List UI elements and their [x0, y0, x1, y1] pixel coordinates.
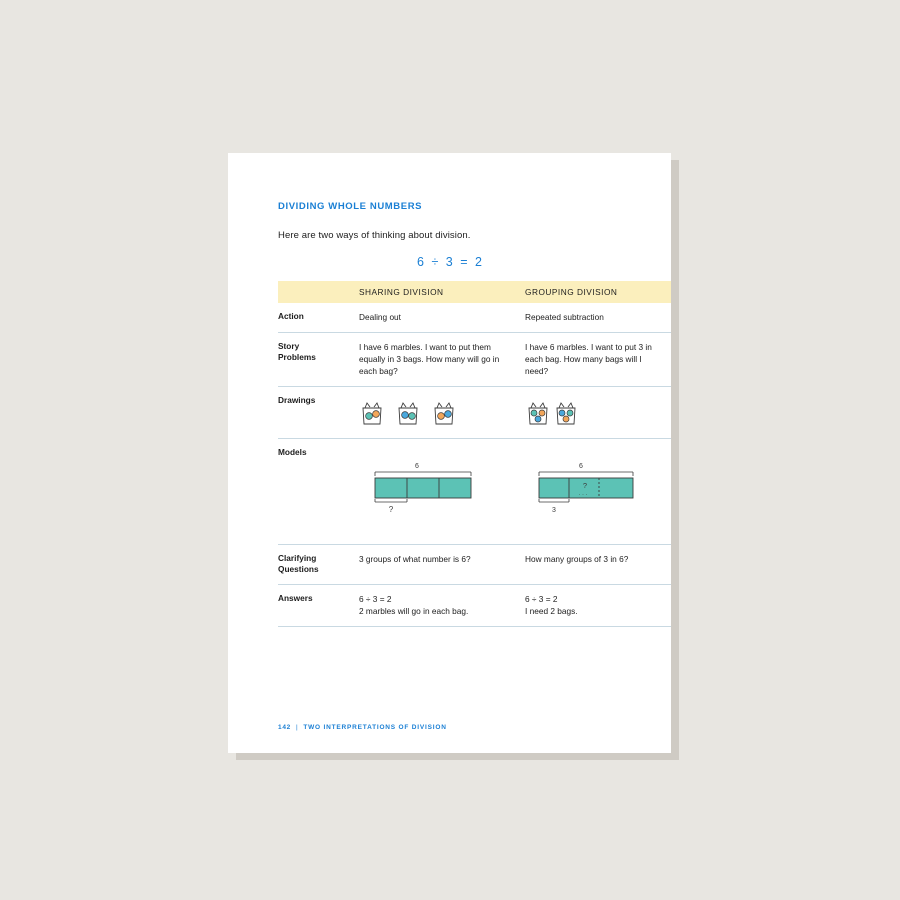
answer-equation: 6 ÷ 3 = 2: [525, 593, 558, 604]
cell-clarifying-grouping: How many groups of 3 in 6?: [517, 545, 671, 585]
cell-answers-grouping: [517, 584, 671, 626]
column-header-label: [278, 281, 351, 303]
bar-model-grouping: [525, 447, 663, 535]
row-label-answers: Answers: [278, 584, 351, 626]
footer-page-number: 142: [278, 724, 291, 731]
bar-model-sharing: [359, 447, 509, 535]
row-label-story-problems: [278, 333, 351, 387]
marble-bag-icon: [553, 399, 579, 427]
answer-sentence: 2 marbles will go in each bag.: [359, 605, 469, 616]
cell-action-grouping: Repeated subtraction: [517, 303, 671, 333]
table-row: [278, 545, 671, 585]
marble-bags-grouping: [525, 395, 663, 429]
intro-paragraph: Here are two ways of thinking about division.: [278, 230, 471, 241]
row-label-line-1: Story: [278, 341, 300, 352]
column-header-sharing: SHARING DIVISION: [351, 281, 517, 303]
cell-models-grouping: [517, 439, 671, 545]
model-total-label: 6: [415, 463, 419, 471]
cell-answers-sharing: [351, 584, 517, 626]
table-row: [278, 333, 671, 387]
marble-bag-icon: [525, 399, 551, 427]
table-row: [278, 584, 671, 626]
table-row: [278, 303, 671, 333]
marble-bag-icon: [431, 399, 457, 427]
cell-drawings-sharing: [351, 387, 517, 439]
page-content: [278, 201, 652, 627]
cell-drawings-grouping: [517, 387, 671, 439]
cell-story-grouping: I have 6 marbles. I want to put 3 in each bag. How many bags will I need?: [517, 333, 671, 387]
row-label-models: Models: [278, 439, 351, 545]
column-header-grouping: GROUPING DIVISION: [517, 281, 671, 303]
document-page: [228, 153, 671, 753]
model-ellipsis: · · ·: [578, 492, 588, 499]
cell-story-sharing: I have 6 marbles. I want to put them equally in 3 bags. How many will go in each bag?: [351, 333, 517, 387]
table-header-row: [278, 281, 671, 303]
footer-separator: |: [295, 724, 299, 731]
page-footer: [278, 724, 447, 731]
marble-bags-sharing: [359, 395, 509, 429]
section-title: DIVIDING WHOLE NUMBERS: [278, 201, 423, 212]
model-part-label: ?: [388, 505, 394, 515]
table-body: [278, 303, 671, 626]
comparison-table: [278, 281, 671, 627]
cell-action-sharing: Dealing out: [351, 303, 517, 333]
row-label-action: Action: [278, 303, 351, 333]
table-header: [278, 281, 671, 303]
model-groups-label: ?: [582, 481, 588, 491]
model-part-size-label: 3: [552, 507, 556, 515]
marble-bag-icon: [359, 399, 385, 427]
row-label-line-1: Clarifying: [278, 553, 317, 564]
table-row: [278, 439, 671, 545]
cell-models-sharing: [351, 439, 517, 545]
cell-clarifying-sharing: 3 groups of what number is 6?: [351, 545, 517, 585]
row-label-line-2: Questions: [278, 563, 319, 574]
model-total-label: 6: [579, 463, 583, 471]
answer-equation: 6 ÷ 3 = 2: [359, 593, 392, 604]
row-label-clarifying-questions: [278, 545, 351, 585]
featured-equation: 6 ÷ 3 = 2: [417, 255, 484, 269]
answer-sentence: I need 2 bags.: [525, 605, 578, 616]
table-row: [278, 387, 671, 439]
row-label-line-2: Problems: [278, 351, 316, 362]
marble-bag-icon: [395, 399, 421, 427]
footer-title: TWO INTERPRETATIONS OF DIVISION: [303, 724, 447, 731]
row-label-drawings: Drawings: [278, 387, 351, 439]
